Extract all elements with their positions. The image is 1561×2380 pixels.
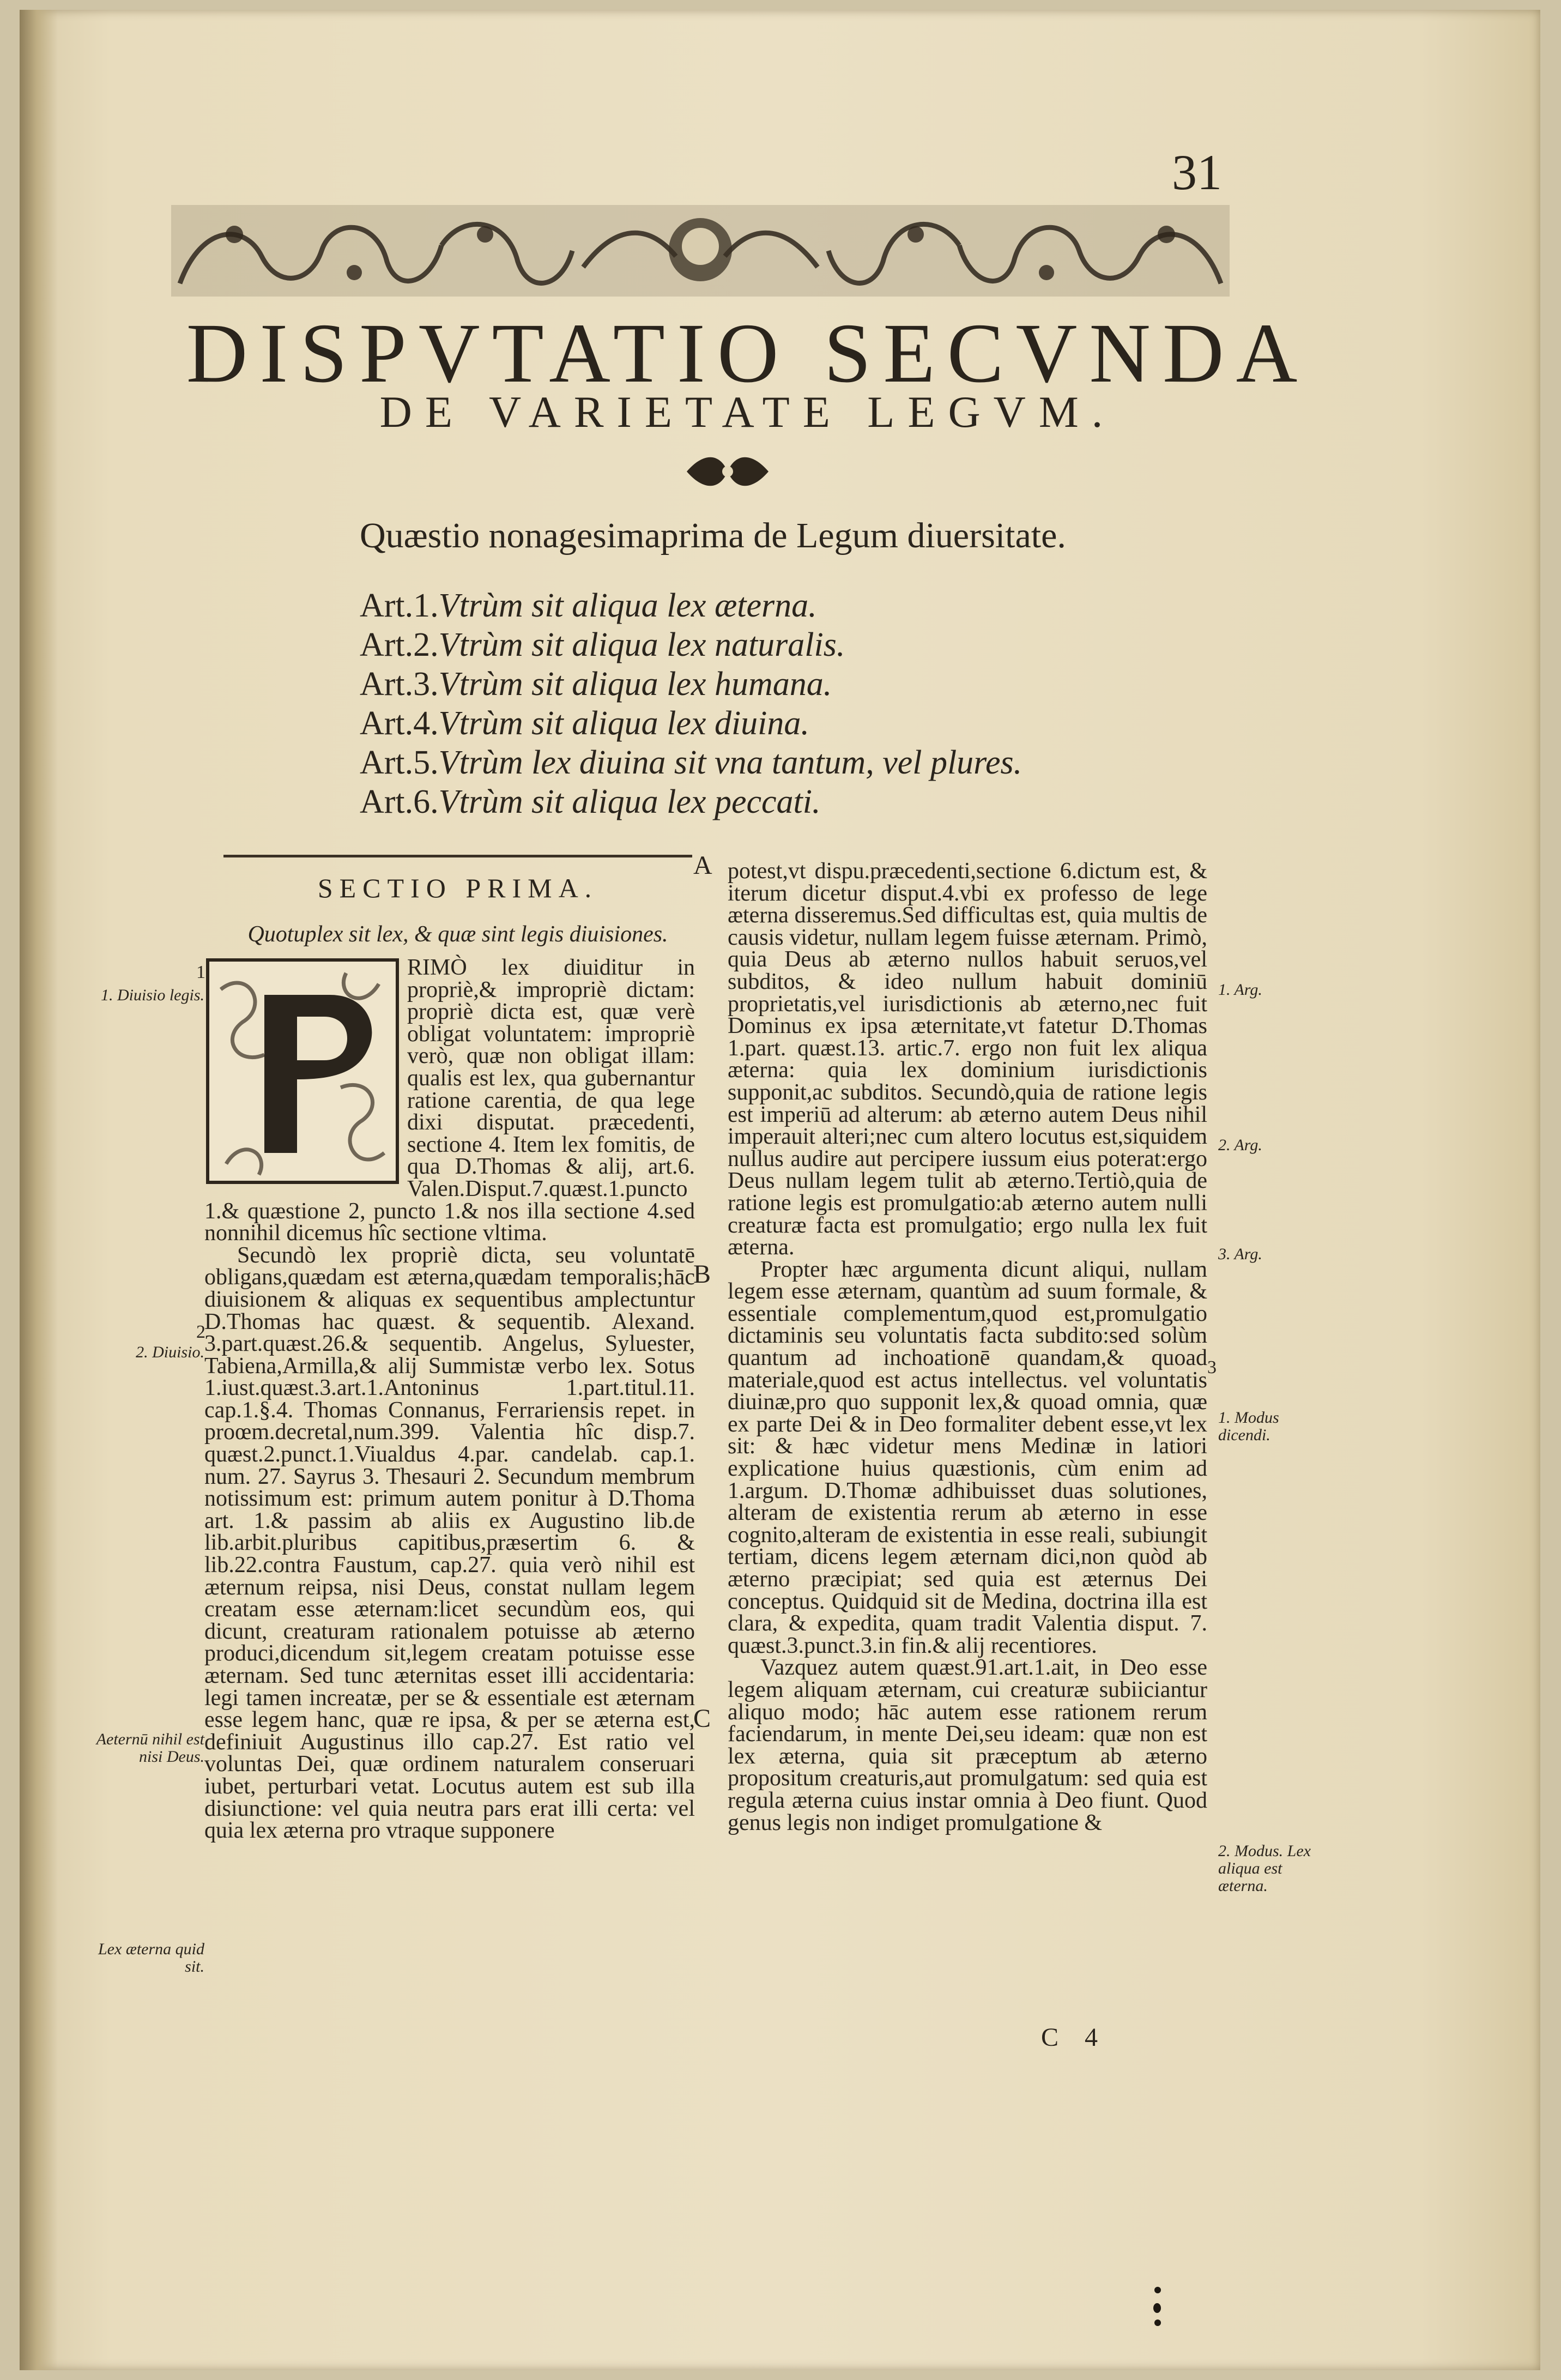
article-item: Art.3.Vtrùm sit aliqua lex humana. (360, 666, 832, 703)
article-list (360, 586, 1341, 821)
disputation-subtitle: DE VARIETATE LEGVM. (379, 387, 1116, 437)
article-item: Art.6.Vtrùm sit aliqua lex peccati. (360, 783, 821, 820)
ornamental-headpiece (169, 202, 1232, 300)
article-item: Art.5.Vtrùm lex diuina sit vna tantum, vel plures. (360, 744, 1022, 781)
decorated-initial-p (204, 957, 401, 1186)
margin-note: 1. Modus dicendi. (1218, 1409, 1279, 1444)
margin-number: 2 (196, 1322, 205, 1342)
article-item: Art.4.Vtrùm sit aliqua lex diuina. (360, 705, 809, 742)
section-rule (223, 855, 692, 857)
sectio-heading: SECTIO PRIMA. (317, 873, 598, 903)
left-paragraph: Secundò lex propriè dicta, seu voluntatē obligans,quædam est æterna,quædam temporalis;hāc diuisionem & aliquas ex sequentibus amplectuntur D.Thomas hac quæst. & sequentib. Alexand. 3.part.quæst.26.& sequentib. Angelus, Syluester, Tabiena,Armilla,& alij Summistæ verbo lex. Sotus 1.iust.quæst.3.art.1.Antoninus 1.part.titul.11. cap.1.§.4. Thomas Connanus, Ferrariensis repet. in proœm.decretal,num.399. Valentia hîc disp.7. quæst.2.punct.1.Viualdus 4.par. candelab. cap.1. num. 27. Sayrus 3. Thesauri 2. Secundum membrum notissimum est: primum autem ponitur à D.Thoma art. 1.& passim ab aliis ex Augustino lib.de lib.arbit.pluribus capitibus,præsertim 6. & lib.22.contra Faustum, cap.27. quia verò nihil est æternum reipsa, nisi Deus, constat nullam legem creatam esse æternam:licet secundùm eos, qui dicunt, creaturam rationalem potuisse ab æterno produci,dicendum sit,legem creatam potuisse esse æternam. Sed tunc æternitas esset illi accidentaria: legi tamen increatæ, per se & essentiale est æternam esse legem hanc, quæ re ipsa, & per se æterna est, definiuit Augustinus illo cap.27. Est ratio vel voluntas Dei, quæ ordinem naturalem conseruari iubet, perturbari vetat. Locutus autem est sub illa disiunctione: vel quia neutra pars erat illi certa: vel quia lex æterna pro vtraque supponere (204, 1242, 695, 1844)
ink-speck (1154, 2287, 1161, 2293)
ink-speck (1154, 2319, 1161, 2326)
margin-note: Aeternū nihil est nisi Deus. (96, 1730, 204, 1766)
left-paragraph: RIMÒ lex diuiditur in propriè,& impropriè dictam: propriè dicta est, quæ verè obligat voluntatem: impropriè verò, quæ non obligat illam: qualis est lex, qua gubernantur ratione carentia, de qua lege dixi disputat. præcedenti, sectione 4. Item lex fomitis, de qua D.Thomas & alij, art.6. Valen.Disput.7.quæst.1.puncto 1.& quæstione 2, puncto 1.& nos illa sectione 4.sed nonnihil dicemus hîc sectione vltima. (204, 955, 695, 1246)
margin-number: 3 (1207, 1357, 1217, 1378)
quaestio-heading: Quæstio nonagesimaprima de Legum diuersitate. (360, 516, 1066, 555)
margin-number: 1 (196, 962, 205, 982)
right-text-column (728, 860, 1207, 1834)
article-item: Art.1.Vtrùm sit aliqua lex æterna. (360, 587, 817, 624)
margin-note: Lex æterna quid sit. (98, 1940, 204, 1976)
margin-note: 2. Arg. (1218, 1136, 1262, 1154)
margin-note: 2. Diuisio. (136, 1343, 204, 1361)
column-letter: B (693, 1260, 711, 1289)
right-paragraph: Vazquez autem quæst.91.art.1.ait, in Deo esse legem aliquam æternam, cui creaturæ subiiciantur aliquo modo; hāc autem esse rationem rerum faciendarum, in mente Dei,seu ideam: quæ non est lex æterna, quia sit præceptum ab æterno propositum creaturis,aut promulgatum: sed quia est regula æterna cuius instar omnia à Deo fiunt. Quod genus legis non indiget promulgatione & (728, 1655, 1207, 1835)
page-number: 31 (1172, 144, 1222, 200)
margin-note: 2. Modus. Lex aliqua est æterna. (1218, 1842, 1311, 1895)
column-letter: C (693, 1704, 711, 1733)
right-paragraph: Propter hæc argumenta dicunt aliqui, nullam legem esse æternam, quantùm ad suum formale, & essentiale complementum,quod est,promulgatio dictaminis seu voluntatis facta subdito:sed solùm quantum ad inchoationē quandam,& quoad materiale,quod est actus intellectus. vel voluntatis diuinæ,pro quo supponit lex,& quoad omnia, quæ ex parte Dei & in Deo formaliter debent esse,vt lex sit: & hæc videtur mens Medinæ in latiori explicatione huius quæstionis, cùm enim ad 1.argum. D.Thomæ adhibuisset duas solutiones, alteram de existentia rerum ab æterno in esse cognito,alteram de existentia in esse reali, subiungit tertiam, dicens legem æternam dici,non quòd ab æterno præcipiat; sed quia est æternus Dei conceptus. Quidquid sit de Medina, doctrina illa est clara, & expedita, quam tradit Valentia disput. 7. quæst.3.punct.3.in fin.& alij recentiores. (728, 1257, 1207, 1658)
signature-mark: C 4 (1041, 2023, 1108, 2052)
ink-speck (1153, 2303, 1161, 2313)
sectio-subheading: Quotuplex sit lex, & quæ sint legis diuisiones. (247, 922, 668, 947)
article-item: Art.2.Vtrùm sit aliqua lex naturalis. (360, 626, 845, 663)
margin-note: 1. Arg. (1218, 981, 1262, 999)
margin-note: 1. Diuisio legis. (100, 986, 204, 1004)
margin-note: 3. Arg. (1218, 1245, 1262, 1263)
fleuron-ornament (681, 450, 774, 493)
left-text-column (204, 957, 695, 1842)
disputation-title: DISPVTATIO SECVNDA (186, 306, 1310, 400)
right-paragraph: potest,vt dispu.præcedenti,sectione 6.dictum est, & iterum dicetur disput.4.vbi ex professo de lege æterna disseremus.Sed difficultas est, quia multis de causis videtur, nullam legem fuisse æternam. Primò, quia Deus ab æterno nullos habuit seruos,vel subditos, & ideo nullum habuit dominiū proprietatis,vel iurisdictionis ab æterno,nec fuit Dominus ex ipsa æternitate,vt fatetur D.Thomas 1.part. quæst.13. artic.7. ergo non fuit lex aliqua æterna: quia lex dominium iurisdictionis supponit,ac subditos. Secundò,quia de ratione legis est imperiū ad alterum: ab æterno autem Deus nihil imperauit alteri;nec cum altero locutus est,siquidem nullus audire aut percipere iussum eius poterat:ergo Deus nullam legem tulit ab æterno.Tertiò,quia de ratione legis est promulgatio:ab æterno autem nulli creaturæ facta est promulgatio; ergo nulla lex fuit æterna. (728, 859, 1207, 1260)
column-letter: A (693, 851, 712, 880)
